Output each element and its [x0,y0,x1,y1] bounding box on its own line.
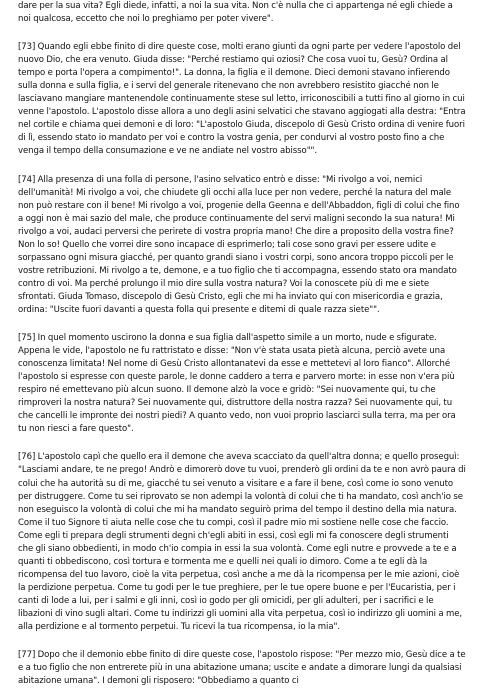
paragraph-77: [77] Dopo che il demonio ebbe finito di dire queste cose, l'apostolo rispose: "Per mezzo mio, Gesù dice a te e a tuo figlio che non entrerete più in una abitazione umana; uscite e andate a dimorare lungi da qualsiasi abitazione umana". I demoni gli risposero: "Obbediamo a quanto ci [18,650,466,687]
paragraph-continuation: dare per la sua vita? Egli diede, infatti, a noi la sua vita. Non c'è nulla che ci appartenga né egli chiede a noi qualcosa, eccetto che noi lo preghiamo per poter vivere". [18,1,453,25]
paragraph-74: [74] Alla presenza di una folla di persone, l'asino selvatico entrò e disse: "Mi rivolgo a voi, nemici dell'umanità! Mi rivolgo a voi, che chiudete gli occhi alla luce per non vedere, perché la natura del male non può restare con il bene! Mi rivolgo a voi, progenie della Geenna e dell'Abbaddon, figli di colui che fino a oggi non è mai sazio del male, che produce continuamente del servi maligni secondo la sua natura! Mi rivolgo a voi, audaci perversi che perirete di vostra propria mano! Che dire a proposito della vostra fine? Non lo so! Quello che vorrei dire sono incapace di esprimerlo; tali cose sono gravi per essere udite e sorpassano ogni misura giacché, per quanto grandi siano i vostri corpi, sono ancora troppo piccoli per le vostre retribuzioni. Mi rivolgo a te, demone, e a tuo figlio che ti accompagna, essendo stato ora mandato contro di voi. Ma perché prolungo il mio dire sulla vostra natura? Voi la conoscete più di me e siete sfrontati. Giuda Tomaso, discepolo di Gesù Cristo, egli che mi ha inviato qui con misericordia e grazia, ordina: "Uscite fuori davanti a questa folla qui presente e ditemi di quale razza siete"". [18,174,460,315]
paragraph-75: [75] In quel momento uscirono la donna e sua figlia dall'aspetto simile a un morto, nude e sfigurate. Appena le vide, l'apostolo ne fu rattristato e disse: "Non v'è stata usata pietà alcuna, perciò avete una conoscenza limitata! Nel nome di Gesù Cristo allontanatevi da esse e mettetevi al loro fianco". Allorché l'apostolo si espresse con queste parole, le donne caddero a terra e parvero morte: in esse non v'era più respiro né emettevano più alcun suono. Il demone alzò la voce e gridò: "Sei nuovamente qui, tu che rimproveri la nostra natura? Sei nuovamente qui, distruttore della nostra razza? Sei nuovamente qui, tu che cancelli le impronte dei nostri piedi? A quanto vedo, non vuoi proprio lasciarci sulla terra, ma per ora tu non riesci a fare questo". [18,333,456,435]
paragraph-73: [73] Quando egli ebbe finito di dire queste cose, molti erano giunti da ogni parte per vedere l'apostolo del nuovo Dio, che era venuto. Giuda disse: "Perché restiamo qui oziosi? Che cosa vuoi tu, Gesù? Ordina al tempo e porta l'opera a compimento!". La donna, la figlia e il demone. Dieci demoni stavano infierendo sulla donna e sulla figlia, e i servi del generale ritenevano che non avrebbero resistito giacché non le lasciavano mangiare mantenendole continuamente stese sul letto, irriconoscibili a tutti fino al giorno in cui venne l'apostolo. L'apostolo disse allora a uno degli asini selvatici che stavano aggiogati alla destra: "Entra nel cortile e chiama quei demoni e di loro: "L'apostolo Giuda, discepolo di Gesù Cristo ordina di venire fuori di lì, essendo stato io mandato per voi e contro la vostra genia, per condurvi al vostro posto fino a che venga il tempo della consumazione e ve ne andiate nel vostro abisso"". [18,42,466,157]
document-page [18,0,466,688]
paragraph-76: [76] L'apostolo capì che quello era il demone che aveva scacciato da quell'altra donna; e quello proseguì: "Lasciami andare, te ne prego! Andrò e dimorerò dove tu vuoi, prenderò gli ordini da te e non avrò paura di colui che ha autorità su di me, giacché tu sei venuto a visitare e a fare il bene, così come io sono venuto per distruggere. Come tu sei riprovato se non adempi la volontà di colui che ti ha mandato, così anch'io se non eseguisco la volontà di colui che mi ha mandato seguirò prima del tempo il destino della mia natura. Come il tuo Signore ti aiuta nelle cose che tu compi, così il padre mio mi sostiene nelle cose che faccio. Come egli ti prepara degli strumenti degni ch'egli abiti in essi, così egli mi fa conoscere degli strumenti che gli siano obbedienti, in modo ch'io compia in essi la sua volontà. Come egli nutre e provvede a te e a quanti ti obbediscono, così tortura e tormenta me e quelli nei quali io dimoro. Come a te egli dà la ricompensa del tuo lavoro, cioè la vita perpetua, così anche a me dà la ricompensa per le mie azioni, cioè la perdizione perpetua. Come tu godi per le tue preghiere, per le tue opere buone e per l'Eucaristia, per i canti di lode a lui, per i salmi e gli inni, così io godo per gli omicidi, per gli adulteri, per i sacrifici e le libazioni di vino sugli altari. Come tu indirizzi gli uomini alla vita perpetua, così io indirizzo gli uomini a me, alla perdizione e al tormento perpetui. Tu ricevi la tua ricompensa, io la mia". [18,452,466,633]
